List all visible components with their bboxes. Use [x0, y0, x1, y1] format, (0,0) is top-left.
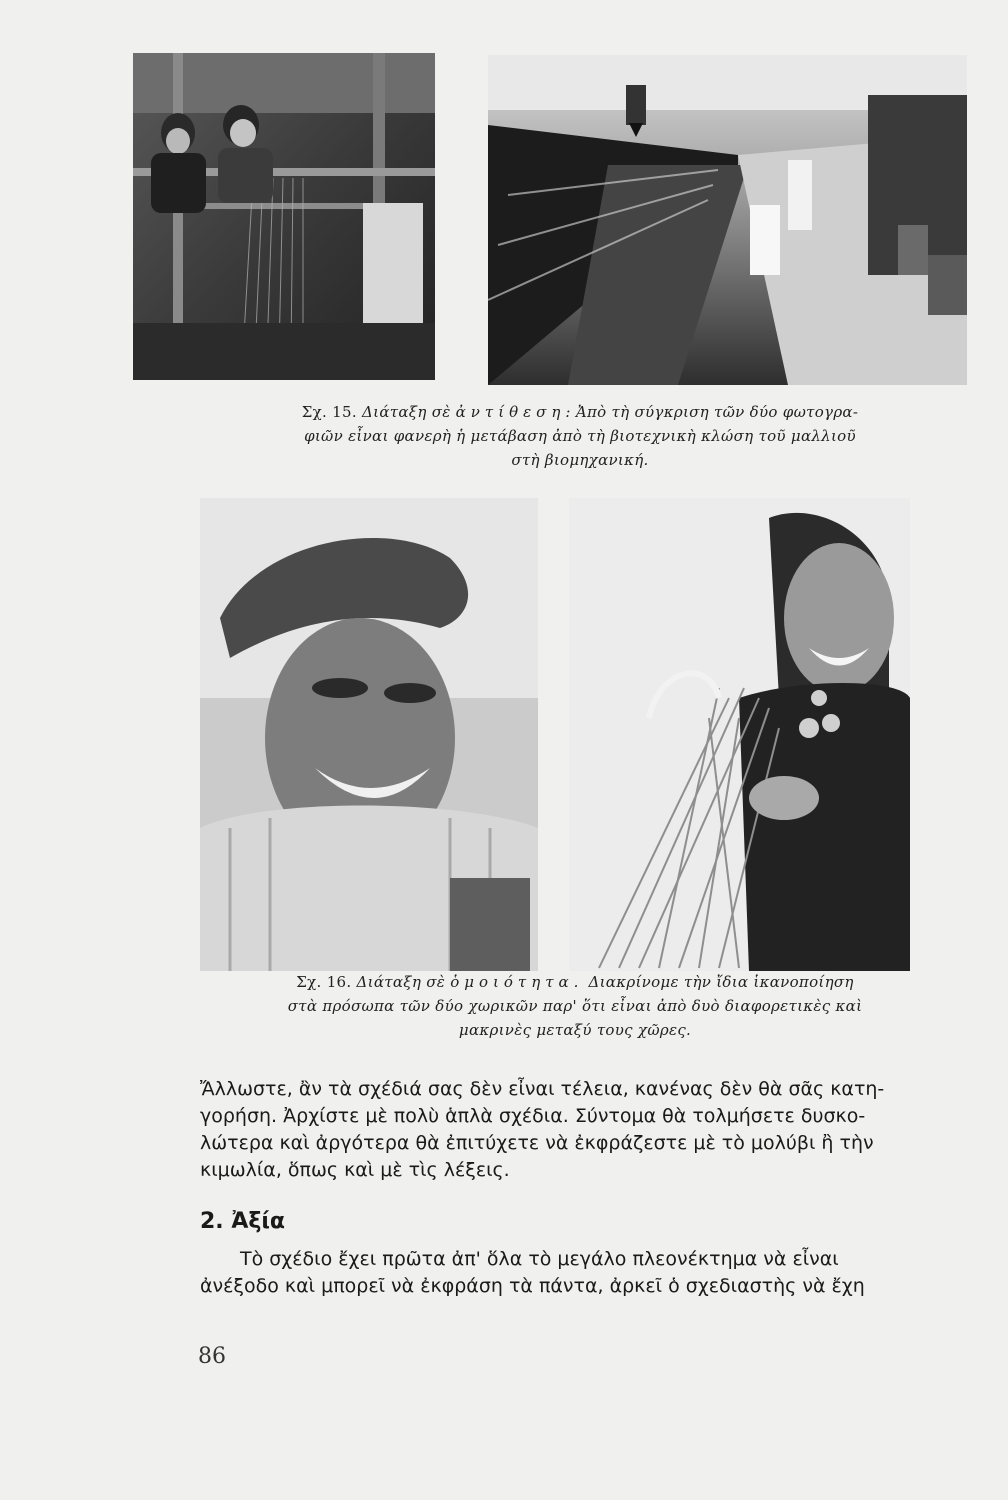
paragraph-2-line: Τὸ σχέδιο ἔχει πρῶτα ἀπ' ὅλα τὸ μεγάλο πλεονέκτημα νὰ εἶναι — [240, 1248, 839, 1270]
photo-female-villager — [569, 498, 910, 971]
section-heading: 2. Ἀξία — [200, 1209, 286, 1234]
photo-male-villager — [200, 498, 538, 971]
page-number: 86 — [198, 1344, 226, 1369]
paragraph-1-line: Ἄλλωστε, ἂν τὰ σχέδιά σας δὲν εἶναι τέλεια, κανένας δὲν θὰ σᾶς κατη- — [200, 1078, 885, 1100]
photo-handloom-weaving — [133, 53, 435, 380]
figure-16-number: Σχ. 16. — [296, 973, 352, 991]
body-paragraph-2 — [200, 1246, 918, 1300]
figure-15-caption-line-1: Σχ. 15. Διάταξη σὲ ἀντίθεση: Ἀπὸ τὴ σύγκριση τῶν δύο φωτογρα- — [301, 403, 859, 421]
paragraph-2-line: ἀνέξοδο καὶ μπορεῖ νὰ ἐκφράση τὰ πάντα, ἀρκεῖ ὁ σχεδιαστὴς νὰ ἔχη — [200, 1275, 865, 1297]
figure-16-caption-line-1: Σχ. 16. Διάταξη σὲ ὁμοιότητα. Διακρίνομε τὴν ἴδια ἱκανοποίηση — [296, 973, 854, 991]
figure-16-caption-line-2: στὰ πρόσωπα τῶν δύο χωρικῶν παρ' ὅτι εἶναι ἀπὸ δυὸ διαφορετικὲς καὶ — [287, 997, 863, 1015]
figure-15-caption-line-3: στὴ βιομηχανική. — [511, 451, 649, 469]
paragraph-1-line: λώτερα καὶ ἀργότερα θὰ ἐπιτύχετε νὰ ἐκφράζεστε μὲ τὸ μολύβι ἢ τὴν — [200, 1132, 874, 1154]
figure-16-caption — [235, 970, 915, 1042]
paragraph-1-line: κιμωλία, ὅπως καὶ μὲ τὶς λέξεις. — [200, 1159, 510, 1181]
figure-15-caption-line-2: φιῶν εἶναι φανερὴ ἡ μετάβαση ἀπὸ τὴ βιοτεχνικὴ κλώση τοῦ μαλλιοῦ — [304, 427, 856, 445]
photo-spinning-factory — [488, 55, 967, 385]
figure-15-number: Σχ. 15. — [301, 403, 357, 421]
figure-16-caption-line-3: μακρινὲς μεταξύ τους χῶρες. — [458, 1021, 692, 1039]
figure-15-caption — [230, 400, 930, 472]
paragraph-1-line: γορήση. Ἀρχίστε μὲ πολὺ ἁπλὰ σχέδια. Σύντομα θὰ τολμήσετε δυσκο- — [200, 1105, 866, 1127]
body-paragraph-1 — [200, 1076, 918, 1184]
